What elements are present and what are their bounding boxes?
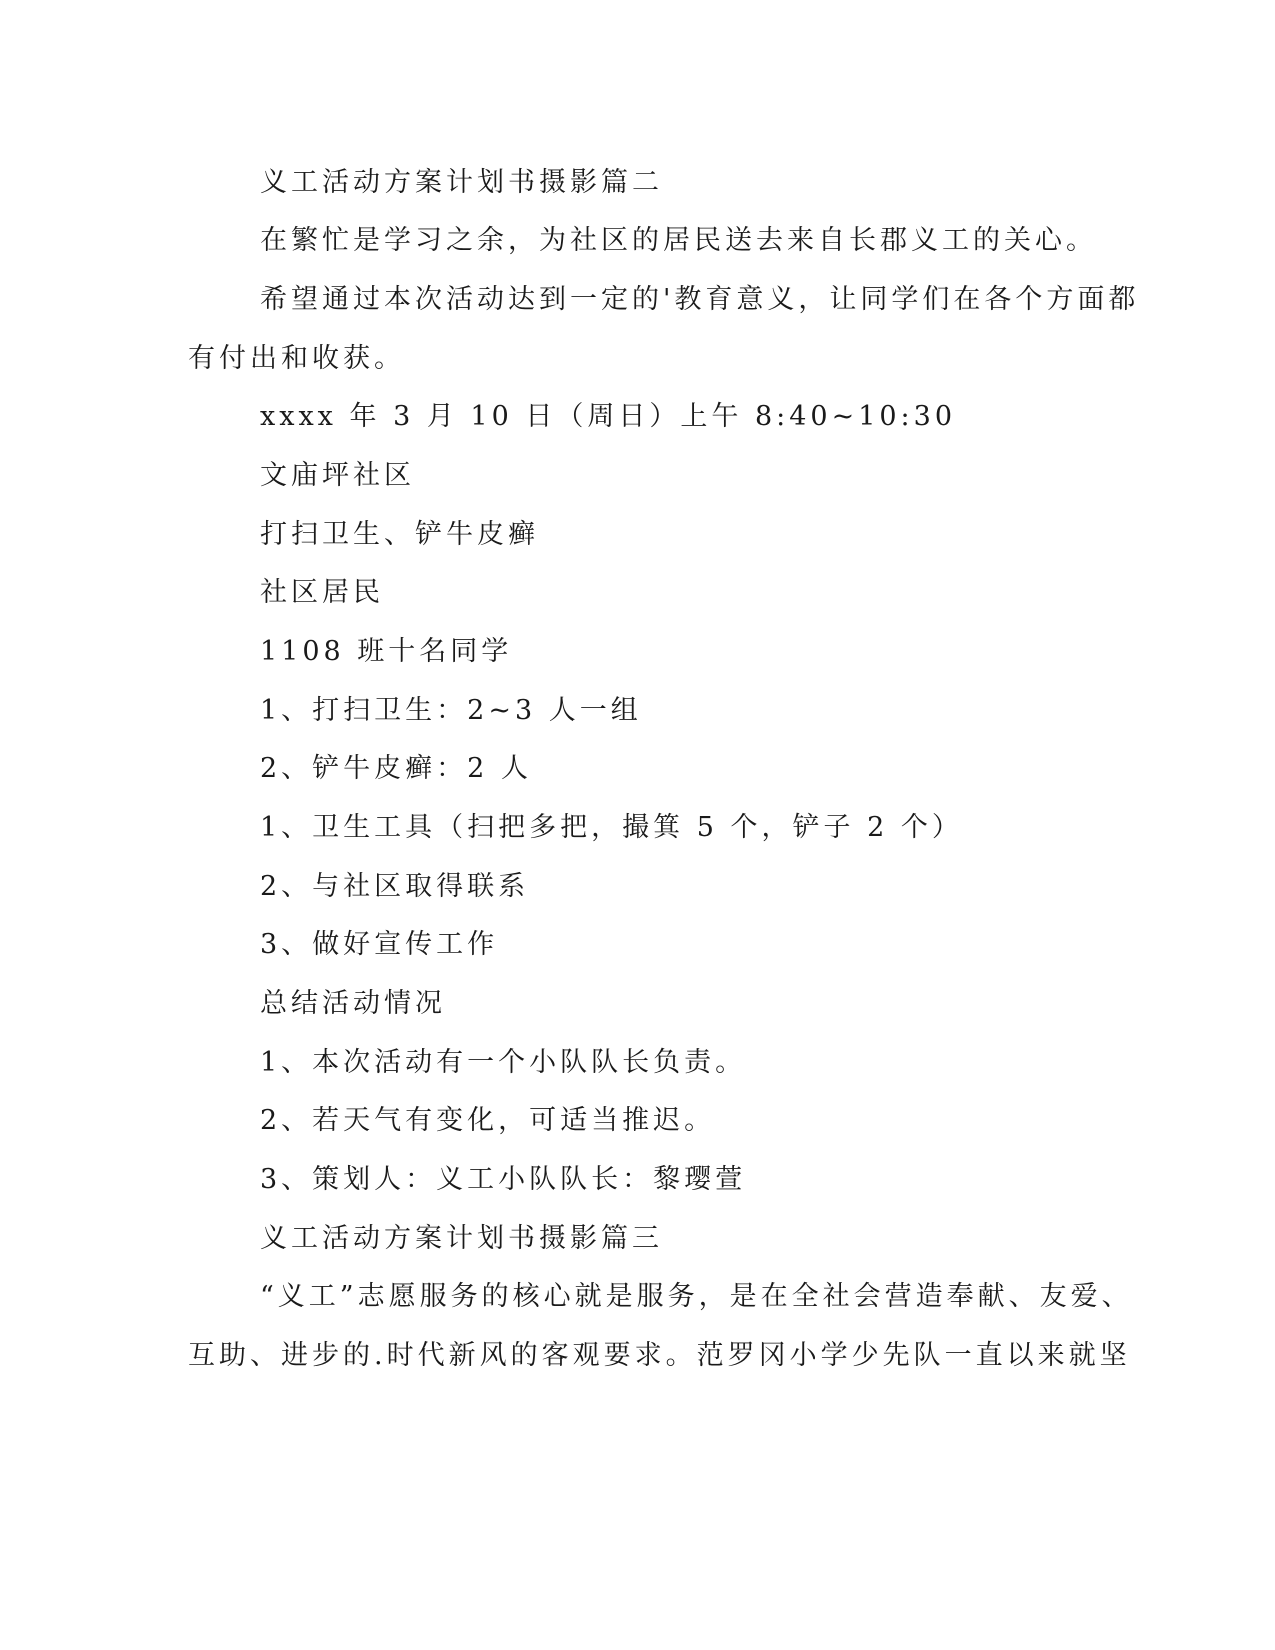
section-heading: 义工活动方案计划书摄影篇二 (260, 167, 663, 198)
location-line: 文庙坪社区 (260, 460, 415, 491)
paragraph-line: 互助、进步的.时代新风的客观要求。范罗冈小学少先队一直以来就坚 (188, 1340, 1131, 1371)
activity-line: 打扫卫生、铲牛皮癣 (260, 519, 539, 550)
paragraph-line: “义工”志愿服务的核心就是服务，是在全社会营造奉献、友爱、 (260, 1281, 1133, 1312)
list-item: 1、打扫卫生：2~3 人一组 (260, 695, 642, 726)
list-item: 1、卫生工具（扫把多把，撮箕 5 个，铲子 2 个） (260, 812, 963, 843)
list-item: 2、铲牛皮癣：2 人 (260, 753, 532, 784)
paragraph-line: 在繁忙是学习之余，为社区的居民送去来自长郡义工的关心。 (260, 225, 1097, 256)
list-item: 2、若天气有变化，可适当推迟。 (260, 1105, 716, 1136)
paragraph-line: 总结活动情况 (260, 988, 446, 1019)
target-line: 社区居民 (260, 577, 384, 608)
participants-line: 1108 班十名同学 (260, 636, 513, 667)
list-item: 1、本次活动有一个小队队长负责。 (260, 1047, 747, 1078)
section-heading: 义工活动方案计划书摄影篇三 (260, 1223, 663, 1254)
date-line: xxxx 年 3 月 10 日（周日）上午 8:40~10:30 (260, 401, 957, 432)
list-item: 3、做好宣传工作 (260, 929, 499, 960)
paragraph-line: 希望通过本次活动达到一定的'教育意义，让同学们在各个方面都 (260, 284, 1140, 315)
list-item: 3、策划人：义工小队队长：黎璎萱 (260, 1164, 747, 1195)
list-item: 2、与社区取得联系 (260, 871, 530, 902)
paragraph-line: 有付出和收获。 (188, 343, 405, 374)
